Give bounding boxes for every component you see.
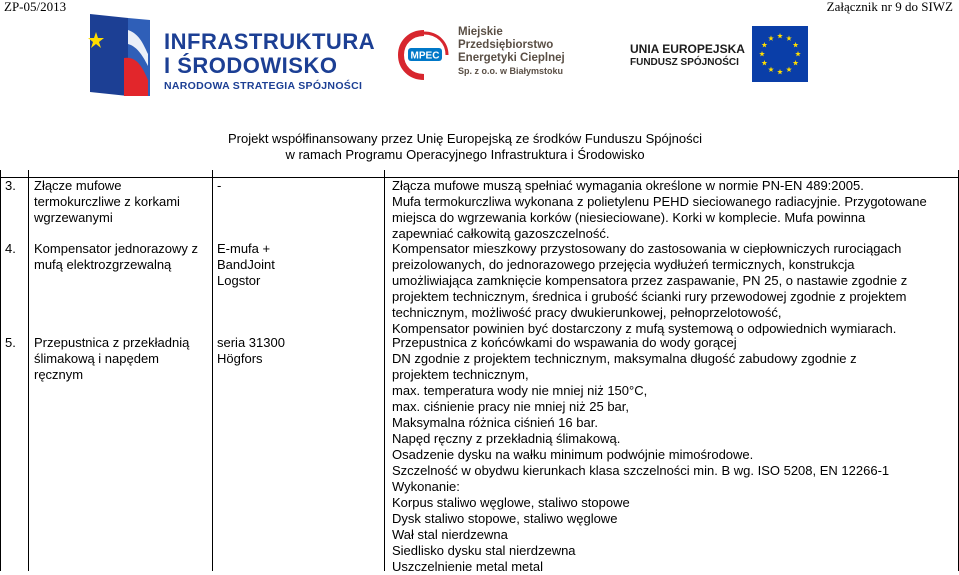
mpec-mark-icon (398, 30, 450, 80)
row-5-number: 5. (5, 335, 16, 350)
mpec-mark-text: MPEC (410, 50, 440, 62)
logo-mpec-line1: Miejskie (458, 26, 503, 38)
row-5-name: Przepustnica z przekładnią ślimakową i napędem ręcznym (34, 335, 190, 382)
row-3-name: Złącze mufowe termokurczliwe z korkami wgrzewanymi (34, 178, 180, 225)
logo-ue-line1: UNIA EUROPEJSKA (630, 42, 745, 56)
row-3-requirements: Złącza mufowe muszą spełniać wymagania określone w normie PN-EN 489:2005. Mufa termokurczliwa wykonana z polietylenu PEHD sieciowanego radiacyjnie. Przygotowane miejsca do wgrzewania korków (niesieciowane). Korki w komplecie. Mufa powinna zapewniać całkowitą gazoszczelność. (392, 178, 927, 241)
row-4-manufacturer: E-mufa + BandJoint Logstor (217, 241, 275, 288)
table-border (28, 170, 29, 571)
logo-mpec-line4: Sp. z o.o. w Białymstoku (458, 66, 564, 76)
eu-logo (628, 26, 818, 82)
row-5-requirements: Przepustnica z końcówkami do wspawania do wody gorącej DN zgodnie z projektem technicznym, maksymalna długość zabudowy zgodnie z projektem technicznym, max. temperatura wody nie mniej niż 150°C, max. ciśnienie pracy nie mniej niż 25 bar, Maksymalna różnica ciśnień 16 bar. Napęd ręczny z przekładnią ślimakową. Osadzenie dysku na wałku minimum podwójnie mimośrodowe. Szczelność w obydwu kierunkach klasa szczelności min. B wg. ISO 5208, EN 12266-1 Wykonanie: Korpus staliwo węglowe, staliwo stopowe Dysk staliwo stopowe, staliwo węglowe Wał stal nierdzewna Siedlisko dysku stal nierdzewna Uszczelnienie metal metal (392, 335, 890, 574)
logo-is-line3: NARODOWA STRATEGIA SPÓJNOŚCI (164, 80, 363, 92)
project-line1: Projekt współfinansowany przez Unię Europejską ze środków Funduszu Spójności (227, 131, 703, 146)
table-border (212, 170, 213, 571)
spec-table (0, 170, 959, 574)
table-border (384, 170, 385, 571)
flag-logo-icon (84, 10, 154, 96)
row-3-manufacturer: - (217, 178, 222, 193)
logo-mpec-line3: Energetyki Cieplnej (458, 52, 565, 64)
logo-is-line1: INFRASTRUKTURA (164, 29, 376, 54)
row-5-manufacturer: seria 31300 Högfors (217, 335, 285, 366)
row-3-number: 3. (5, 178, 16, 193)
logo-ue-line2: FUNDUSZ SPÓJNOŚCI (630, 57, 739, 68)
logo-mpec-line2: Przedsiębiorstwo (458, 39, 554, 51)
header-right: Załącznik nr 9 do SIWZ (826, 0, 953, 14)
header-left: ZP-05/2013 (4, 0, 67, 14)
infrastruktura-logo (84, 10, 374, 98)
row-4-name: Kompensator jednorazowy z mufą elektrozgrzewalną (34, 241, 199, 272)
eu-flag-icon (752, 26, 808, 82)
table-border (0, 170, 1, 571)
row-4-requirements: Kompensator mieszkowy przystosowany do zastosowania w ciepłowniczych rurociągach preizolowanych, do jednorazowego przejęcia wydłużeń termicznych, konstrukcja umożliwiająca zamknięcie kompensatora przez zaspawanie, PN 25, o nastawie zgodnie z projektem technicznym, średnica i grubość ścianki rury przewodowej zgodnie z projektem technicznym, możliwość pracy dwukierunkowej, pełnoprzelotowość, Kompensator powinien być dostarczony z mufą systemową o odpowiednich wymiarach. (392, 241, 908, 336)
mpec-logo (398, 26, 598, 86)
row-4-number: 4. (5, 241, 16, 256)
project-line2: w ramach Programu Operacyjnego Infrastruktura i Środowisko (285, 147, 645, 162)
logo-is-line2: I ŚRODOWISKO (164, 53, 338, 78)
